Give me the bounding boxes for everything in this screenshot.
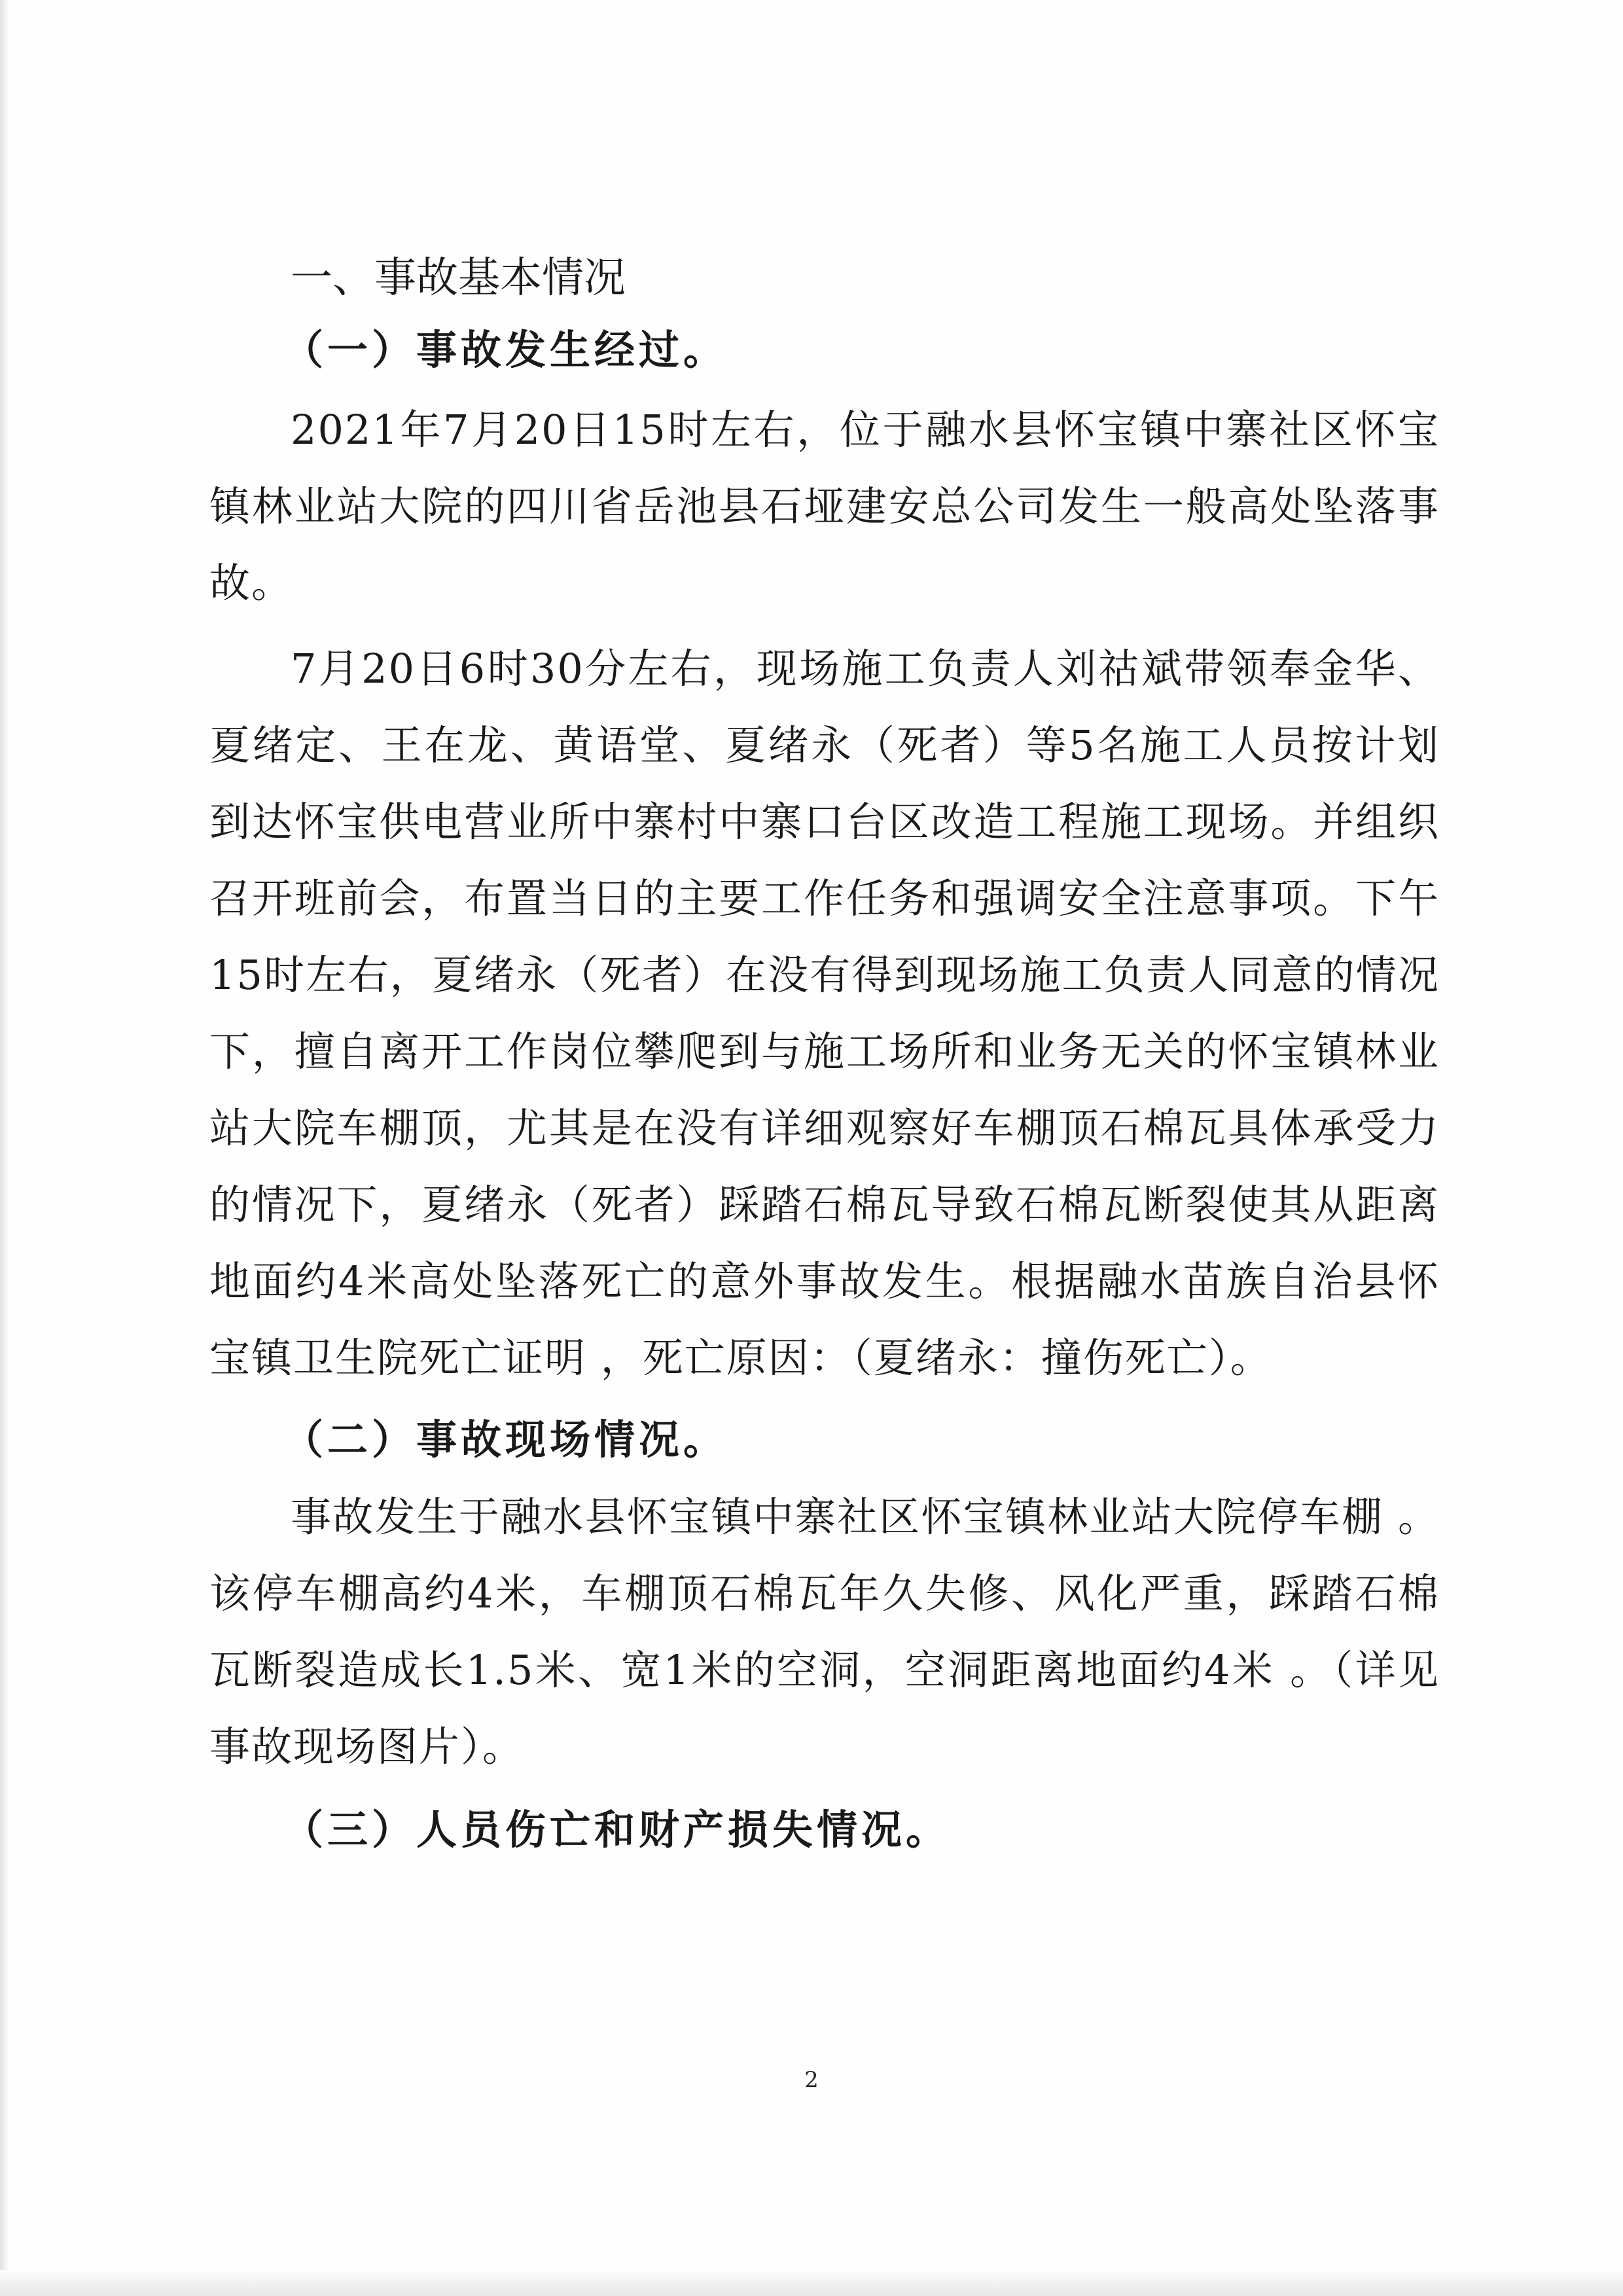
scan-edge-left (0, 0, 9, 2296)
subsection-heading-3: （三）人员伤亡和财产损失情况。 (283, 1806, 951, 1854)
document-body (209, 242, 1440, 1866)
scan-edge-bottom (0, 2270, 1623, 2296)
subsection-heading-1: （一）事故发生经过。 (283, 326, 728, 374)
page-number: 2 (804, 2067, 819, 2093)
paragraph-incident-details: 7月20日6时30分左右，现场施工负责人刘祜斌带领奉金华、夏绪定、王在龙、黄语堂、夏绪永（死者）等5名施工人员按计划到达怀宝供电营业所中寨村中寨口台区改造工程施工现场。并组织召开班前会，布置当日的主要工作任务和强调安全注意事项。下午15时左右，夏绪永（死者）在没有得到现场施工负责人同意的情况下，擅自离开工作岗位攀爬到与施工场所和业务无关的怀宝镇林业站大院车棚顶，尤其是在没有详细观察好车棚顶石棉瓦具体承受力的情况下，夏绪永（死者）踩踏石棉瓦导致石棉瓦断裂使其从距离地面约4米高处坠落死亡的意外事故发生。根据融水苗族自治县怀宝镇卫生院死亡证明 ，死亡原因：（夏绪永：撞伤死亡）。 (209, 645, 1440, 1382)
paragraph-scene-description: 事故发生于融水县怀宝镇中寨社区怀宝镇林业站大院停车棚 。该停车棚高约4米，车棚顶石棉瓦年久失修、风化严重，踩踏石棉瓦断裂造成长1.5米、宽1米的空洞，空洞距离地面约4米 。（详见事故现场图片）。 (209, 1493, 1440, 1770)
paragraph-incident-summary: 2021年7月20日15时左右，位于融水县怀宝镇中寨社区怀宝镇林业站大院的四川省岳池县石垭建安总公司发生一般高处坠落事故。 (209, 406, 1440, 607)
section-title: 一、事故基本情况 (291, 254, 626, 302)
subsection-heading-2: （二）事故现场情况。 (283, 1416, 728, 1463)
